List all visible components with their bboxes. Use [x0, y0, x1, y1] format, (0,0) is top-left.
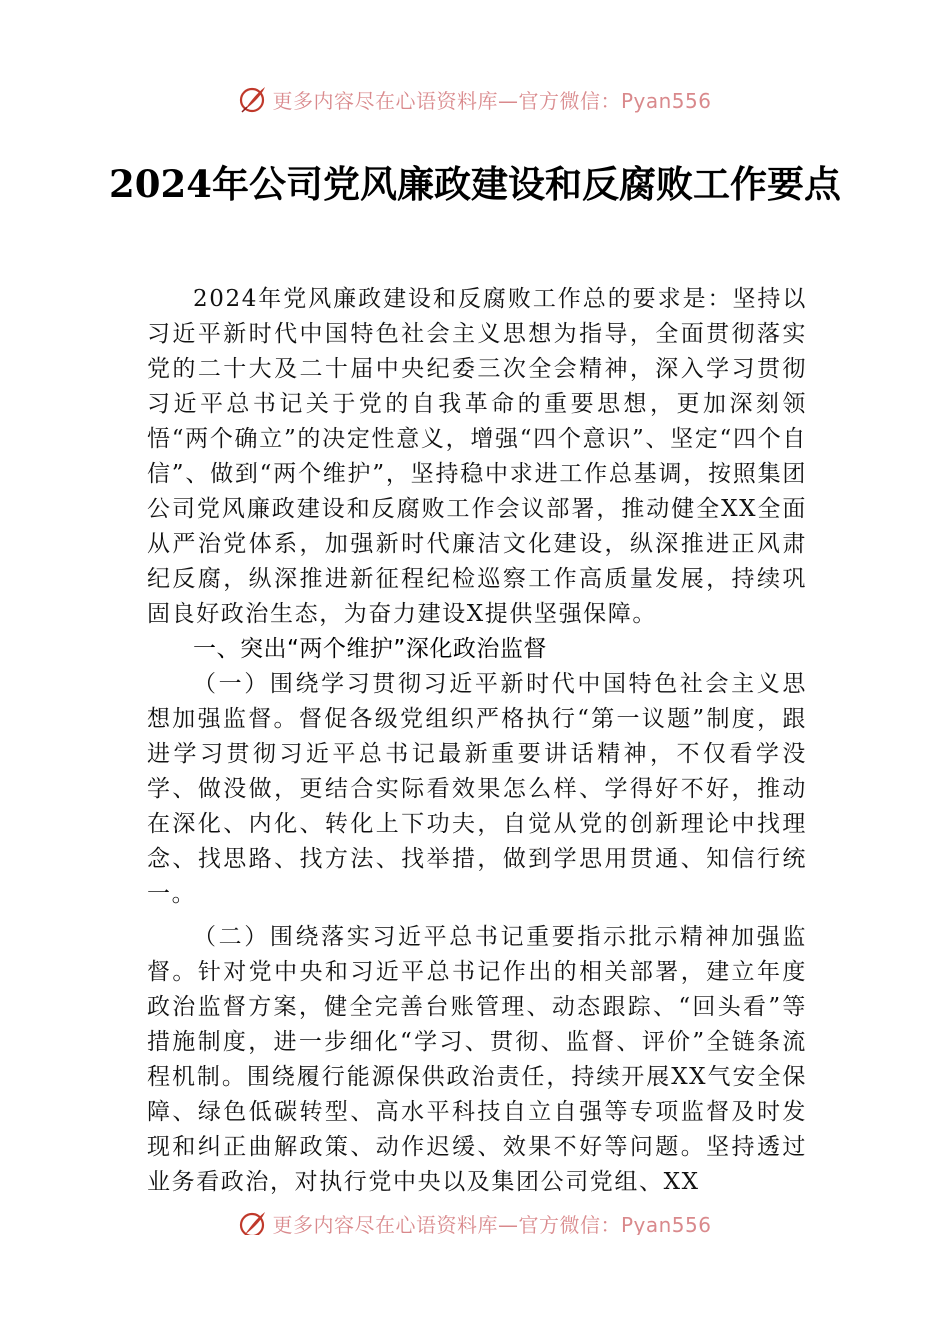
quill-pen-logo-icon: [238, 84, 268, 114]
body-paragraph: （二）围绕落实习近平总书记重要指示批示精神加强监督。针对党中央和习近平总书记作出的相关部署，建立年度政治监督方案，健全完善台账管理、动态跟踪、“回头看”等措施制度，进一步细化“学习、贯彻、监督、评价”全链条流程机制。围绕履行能源保供政治责任，持续开展XX气安全保障、绿色低碳转型、高水平科技自立自强等专项监督及时发现和纠正曲解政策、动作迟缓、效果不好等问题。坚持透过业务看政治，对执行党中央以及集团公司党组、XX: [147, 924, 807, 1195]
document-body: [147, 282, 807, 1200]
watermark-header: [0, 84, 950, 114]
watermark-footer: [0, 1209, 950, 1235]
watermark-text: 更多内容尽在心语资料库—官方微信：Pyan556: [272, 88, 712, 113]
watermark-text: 更多内容尽在心语资料库—官方微信：Pyan556: [272, 1213, 712, 1235]
document-title: 2024年公司党风廉政建设和反腐败工作要点: [109, 162, 841, 206]
section-heading: 一、突出“两个维护”深化政治监督: [193, 636, 547, 662]
body-paragraph: （一）围绕学习贯彻习近平新时代中国特色社会主义思想加强监督。督促各级党组织严格执行“第一议题”制度，跟进学习贯彻习近平总书记最新重要讲话精神，不仅看学没学、做没做，更结合实际看效果怎么样、学得好不好，推动在深化、内化、转化上下功夫，自觉从党的创新理论中找理念、找思路、找方法、找举措，做到学思用贯通、知信行统一。: [147, 671, 807, 907]
intro-paragraph: 2024年党风廉政建设和反腐败工作总的要求是：坚持以习近平新时代中国特色社会主义思想为指导，全面贯彻落实党的二十大及二十届中央纪委三次全会精神，深入学习贯彻习近平总书记关于党的自我革命的重要思想，更加深刻领悟“两个确立”的决定性意义，增强“四个意识”、坚定“四个自信”、做到“两个维护”，坚持稳中求进工作总基调，按照集团公司党风廉政建设和反腐败工作会议部署，推动健全XX全面从严治党体系，加强新时代廉洁文化建设，纵深推进正风肃纪反腐，纵深推进新征程纪检巡察工作高质量发展，持续巩固良好政治生态，为奋力建设X提供坚强保障。: [147, 286, 807, 627]
quill-pen-logo-icon: [238, 1209, 268, 1235]
